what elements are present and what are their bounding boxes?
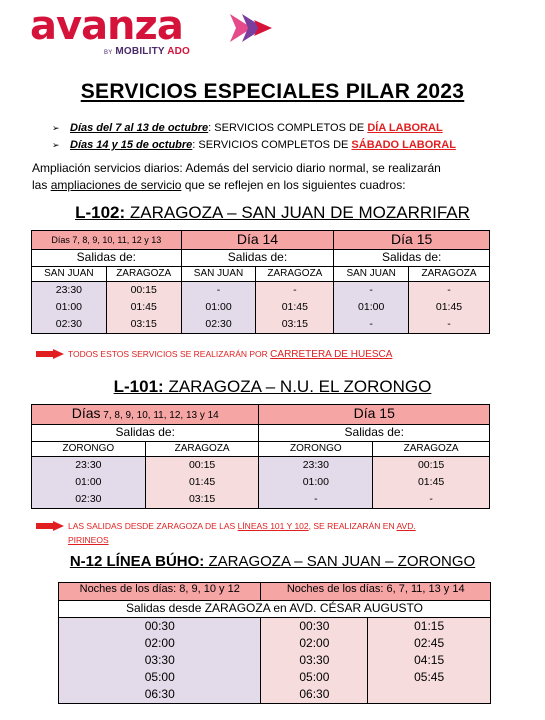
col-header: ZARAGOZA [373, 442, 490, 457]
n12-header-nights-a: Noches de los días: 8, 9, 10 y 12 [59, 583, 261, 601]
l102-day-15: Día 15 [334, 231, 490, 250]
times-cell: - 01:00 - [334, 282, 409, 334]
col-header: ZORONGO [32, 442, 146, 457]
col-header: SAN JUAN [181, 267, 256, 282]
l102-days-weekdays: Días 7, 8, 9, 10, 11, 12 y 13 [32, 231, 182, 250]
times-cell: 23:30 01:00 - [259, 457, 373, 509]
salidas-label: Salidas de: [259, 425, 490, 442]
n12-title: N-12 LÍNEA BÚHO: ZARAGOZA – SAN JUAN – ZORONGO [69, 553, 476, 570]
col-header: ZARAGOZA [145, 442, 259, 457]
bullet-weekdays: ➢ Días del 7 al 13 de octubre: SERVICIOS COMPLETOS DE DÍA LABORAL [52, 120, 456, 137]
col-header: ZARAGOZA [106, 267, 181, 282]
times-cell: 00:15 01:45 - [373, 457, 490, 509]
times-cell: 01:15 02:45 04:15 05:45 [368, 618, 491, 704]
intro-paragraph: Ampliación servicios diarios: Además del servicio diario normal, se realizarán las ampliaciones de servicio que se reflejen en los siguientes cuadros: [32, 161, 441, 192]
red-arrow-icon [36, 521, 64, 531]
col-header: SAN JUAN [334, 267, 409, 282]
times-cell: - 01:00 02:30 [181, 282, 256, 334]
red-arrow-icon [36, 349, 64, 359]
salidas-label: Salidas de: [32, 425, 259, 442]
n12-salidas-label: Salidas desde ZARAGOZA en AVD. CÉSAR AUGUSTO [59, 601, 491, 618]
arrow-icon: ➢ [52, 123, 60, 133]
date-bullets [52, 120, 456, 154]
page-title: SERVICIOS ESPECIALES PILAR 2023 [80, 80, 465, 103]
note-carretera: TODOS ESTOS SERVICIOS SE REALIZARÁN POR CARRETERA DE HUESCA [36, 347, 516, 362]
salidas-label: Salidas de: [181, 250, 334, 267]
arrow-icon: ➢ [52, 140, 60, 150]
times-cell: 00:15 01:45 03:15 [106, 282, 181, 334]
times-cell: 23:30 01:00 02:30 [32, 282, 107, 334]
col-header: ZARAGOZA [256, 267, 334, 282]
l102-title: L-102: ZARAGOZA – SAN JUAN DE MOZARRIFAR [75, 203, 470, 222]
times-cell: - 01:45 - [409, 282, 490, 334]
col-header: ZORONGO [259, 442, 373, 457]
times-cell: 00:30 02:00 03:30 05:00 06:30 [261, 618, 368, 704]
salidas-label: Salidas de: [32, 250, 182, 267]
times-cell: - 01:45 03:15 [256, 282, 334, 334]
n12-table [58, 582, 491, 704]
times-cell: 00:30 02:00 03:30 05:00 06:30 [59, 618, 261, 704]
n12-header-nights-b: Noches de los días: 6, 7, 11, 13 y 14 [261, 583, 491, 601]
l101-title: L-101: ZARAGOZA – N.U. EL ZORONGO [113, 377, 432, 396]
col-header: SAN JUAN [32, 267, 107, 282]
times-cell: 00:15 01:45 03:15 [145, 457, 259, 509]
l101-days-weekdays: Días 7, 8, 9, 10, 11, 12, 13 y 14 [32, 405, 259, 425]
avanza-logo [30, 3, 280, 58]
logo-chevron-icon [228, 12, 274, 44]
salidas-label: Salidas de: [334, 250, 490, 267]
times-cell: 23:30 01:00 02:30 [32, 457, 146, 509]
l102-day-14: Día 14 [181, 231, 334, 250]
logo-byline: BY MOBILITY ADO [104, 46, 191, 57]
l101-table [31, 404, 490, 509]
bullet-saturdays: ➢ Días 14 y 15 de octubre: SERVICIOS COMPLETOS DE SÁBADO LABORAL [52, 137, 456, 154]
note-pirineos: LAS SALIDAS DESDE ZARAGOZA DE LAS LÍNEAS 101 Y 102, SE REALIZARÁN EN AVD. PIRINEOS [36, 519, 516, 547]
l102-table [31, 230, 490, 334]
logo-wordmark: avanza [30, 3, 183, 49]
col-header: ZARAGOZA [409, 267, 490, 282]
l101-day-15: Día 15 [259, 405, 490, 425]
